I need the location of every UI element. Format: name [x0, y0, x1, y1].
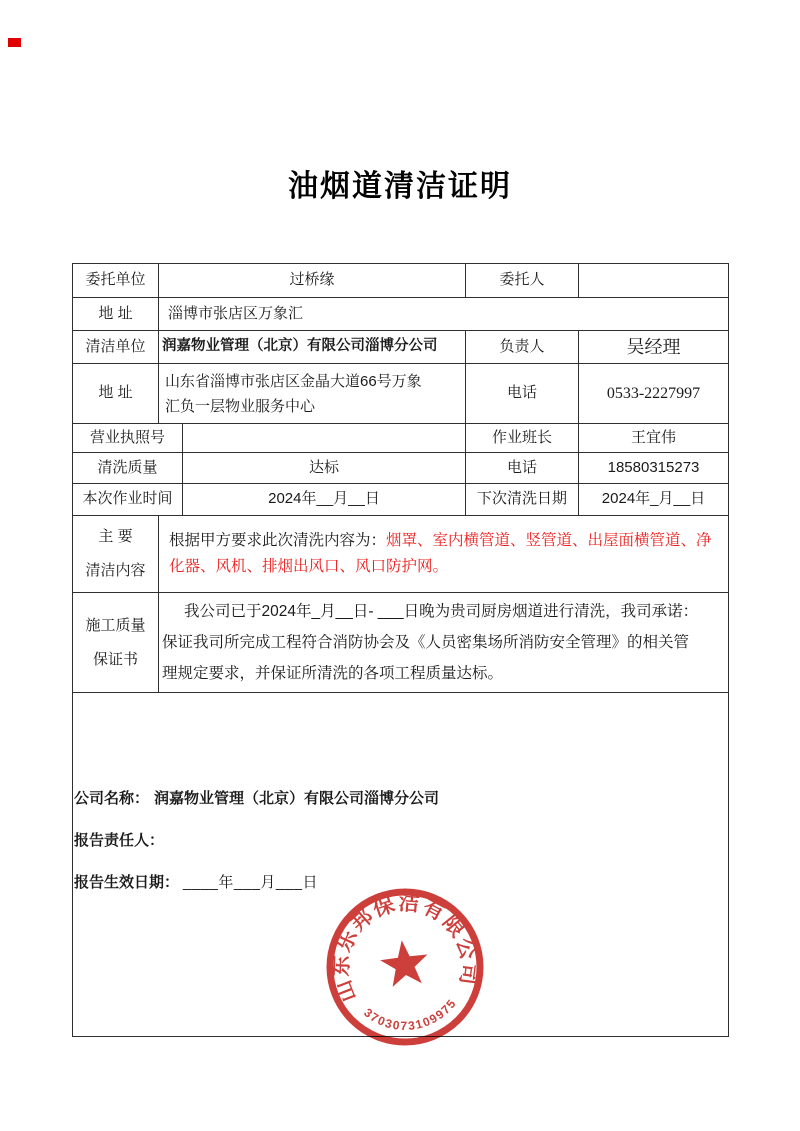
main-content-line1 [169, 528, 712, 554]
value-person-in-charge: 吴经理 [579, 331, 729, 364]
seal-serial-number: 3703073109975 [361, 995, 460, 1033]
value-phone-1: 0533-2227997 [579, 364, 729, 424]
label-address-1: 地 址 [73, 298, 159, 331]
label-guarantee-line1: 施工质量 [85, 616, 146, 634]
effective-date-label: 报告生效日期： [74, 874, 180, 891]
company-name-line [74, 789, 439, 809]
label-main-content-line2: 清洁内容 [85, 562, 146, 579]
label-current-work-date: 本次作业时间 [73, 484, 183, 516]
value-next-cleaning-date: 2024年_月__日 [579, 484, 729, 516]
main-content-prefix: 根据甲方要求此次清洗内容为： [169, 532, 387, 549]
guarantee-line2: 保证我司所完成工程符合消防协会及《人员密集场所消防安全管理》的相关管 [162, 634, 690, 651]
table-row [73, 424, 729, 453]
responsible-person-label: 报告责任人： [74, 832, 165, 849]
star-icon [378, 937, 431, 988]
label-client-unit: 委托单位 [73, 264, 159, 298]
value-cleaning-quality: 达标 [183, 453, 466, 484]
value-main-content [159, 516, 729, 593]
table-row [73, 516, 729, 593]
table-row [73, 453, 729, 484]
table-row [73, 331, 729, 364]
label-phone-1: 电话 [466, 364, 579, 424]
value-address-2 [159, 364, 466, 424]
table-row [73, 484, 729, 516]
value-team-leader: 王宜伟 [579, 424, 729, 453]
table-row [73, 364, 729, 424]
main-content-line2 [169, 554, 448, 580]
effective-date-value: ____年___月___日 [183, 874, 318, 891]
main-content-red-1: 烟罩、室内横管道、竖管道、出屋面横管道、净 [386, 532, 712, 549]
address-line-1: 山东省淄博市张店区金晶大道66号万象 [165, 372, 422, 390]
value-client-unit: 过桥缘 [159, 264, 466, 298]
value-guarantee [159, 593, 729, 693]
main-content-red-2: 化器、风机、排烟出风口、风口防护网。 [169, 558, 449, 575]
label-main-content [73, 516, 159, 593]
value-cleaning-unit: 润嘉物业管理（北京）有限公司淄博分公司 [159, 331, 466, 364]
label-team-leader: 作业班长 [466, 424, 579, 453]
guarantee-line3: 理规定要求，并保证所清洗的各项工程质量达标。 [162, 665, 504, 682]
value-business-license [183, 424, 466, 453]
value-phone-2: 18580315273 [579, 453, 729, 484]
table-row [73, 593, 729, 693]
company-name-value: 润嘉物业管理（北京）有限公司淄博分公司 [154, 790, 440, 807]
label-guarantee-line2: 保证书 [92, 650, 138, 668]
responsible-person-line [74, 831, 439, 851]
label-main-content-line1: 主 要 [98, 528, 133, 545]
label-client-person: 委托人 [466, 264, 579, 298]
label-cleaning-quality: 清洗质量 [73, 453, 183, 484]
value-current-work-date: 2024年__月__日 [183, 484, 466, 516]
guarantee-line1: 我公司已于2024年_月__日- ___日晚为贵司厨房烟道进行清洗，我司承诺： [184, 603, 699, 620]
company-seal-stamp [305, 867, 505, 1067]
seal-company-text: 山东乐邦保洁有限公司 [329, 891, 481, 1005]
address-line-2: 汇负一层物业服务中心 [165, 397, 316, 415]
company-name-label: 公司名称： [74, 790, 150, 807]
label-guarantee [73, 593, 159, 693]
table-row [73, 264, 729, 298]
value-address-1: 淄博市张店区万象汇 [159, 298, 729, 331]
red-corner-mark [8, 38, 21, 47]
label-next-cleaning-date: 下次清洗日期 [466, 484, 579, 516]
label-address-2: 地 址 [73, 364, 159, 424]
label-person-in-charge: 负责人 [466, 331, 579, 364]
page-title: 油烟道清洁证明 [288, 170, 512, 203]
label-business-license: 营业执照号 [73, 424, 183, 453]
label-cleaning-unit: 清洁单位 [73, 331, 159, 364]
table-row [73, 298, 729, 331]
label-phone-2: 电话 [466, 453, 579, 484]
value-client-person [579, 264, 729, 298]
